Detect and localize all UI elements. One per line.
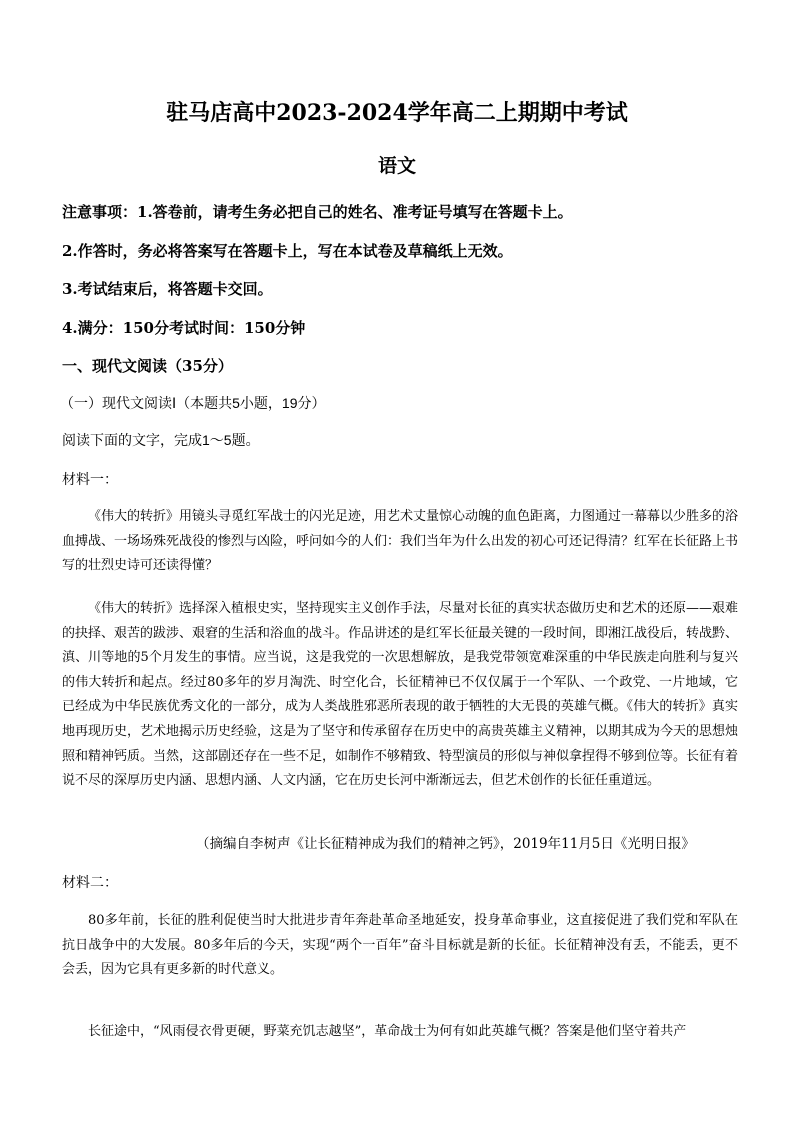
material-one-label: 材料一： [62, 471, 118, 487]
exam-title: 驻马店高中2023-2024学年高二上期期中考试 [166, 100, 628, 126]
subject-title: 语文 [377, 155, 416, 177]
material-one-paragraph-2: 《伟大的转折》选择深入植根史实，坚持现实主义创作手法，尽量对长征的真实状态做历史和艺术的还原——艰难的抉择、艰苦的跋涉、艰窘的生活和浴血的战斗。作品讲述的是红军长征最关键的一段时间，即湘江战役后，转战黔、滇、川等地的5个月发生的事情。应当说，这是我党的一次思想解放，是我党带领宽难深重的中华民族走向胜利与复兴的伟大转折和起点。经过80多年的岁月淘洗、时空化合，长征精神已不仅仅属于一个军队、一个政党、一片地域，它已经成为中华民族优秀文化的一部分，成为人类战胜邪恶所表现的敢于牺牲的大无畏的英雄气概。《伟大的转折》真实地再现历史，艺术地揭示历史经验，这是为了坚守和传承留存在历史中的高贵英雄主义精神，以期其成为今天的思想烛照和精神钙质。当然，这部剧还存在一些不足，如制作不够精致、特型演员的形似与神似拿捏得不够到位等。长征有着说不尽的深厚历史内涵、思想内涵、人文内涵，它在历史长河中渐渐远去，但艺术创作的长征任重道远。 [62, 601, 739, 789]
note-item-4: 4.满分：150分考试时间：150分钟 [62, 319, 306, 337]
note-item-1: 注意事项：1.答卷前，请考生务必把自己的姓名、准考证号填写在答题卡上。 [62, 203, 573, 221]
note-item-2: 2.作答时，务必将答案写在答题卡上，写在本试卷及草稿纸上无效。 [62, 242, 513, 260]
reading-instruction: 阅读下面的文字，完成1～5题。 [62, 432, 260, 448]
material-two-paragraph-2: 长征途中，“风雨侵衣骨更硬，野菜充饥志越坚”，革命战士为何有如此英雄气概？答案是他们坚守着共产 [88, 1024, 687, 1039]
note-item-3: 3.考试结束后，将答题卡交回。 [62, 280, 273, 298]
material-one-source: （摘编自李树声《让长征精神成为我们的精神之钙》，2019年11月5日《光明日报》 [196, 836, 695, 852]
subsection-heading: （一）现代文阅读Ⅰ（本题共5小题，19分） [60, 395, 326, 411]
material-two-label: 材料二： [62, 874, 118, 890]
material-two-paragraph-1: 80多年前，长征的胜利促使当时大批进步青年奔赴革命圣地延安，投身革命事业，这直接促进了我们党和军队在抗日战争中的大发展。80多年后的今天，实现“两个一百年”奋斗目标就是新的长征。长征精神没有丢，不能丢，更不会丢，因为它具有更多新的时代意义。 [62, 913, 738, 978]
material-one-paragraph-1: 《伟大的转折》用镜头寻觅红军战士的闪光足迹，用艺术丈量惊心动魄的血色距离，力图通过一幕幕以少胜多的浴血搏战、一场场殊死战役的惨烈与凶险，呼问如今的人们：我们当年为什么出发的初心可还记得清？红军在长征路上书写的壮烈史诗可还读得懂？ [62, 509, 739, 574]
section-heading: 一、现代文阅读（35分） [62, 357, 233, 375]
